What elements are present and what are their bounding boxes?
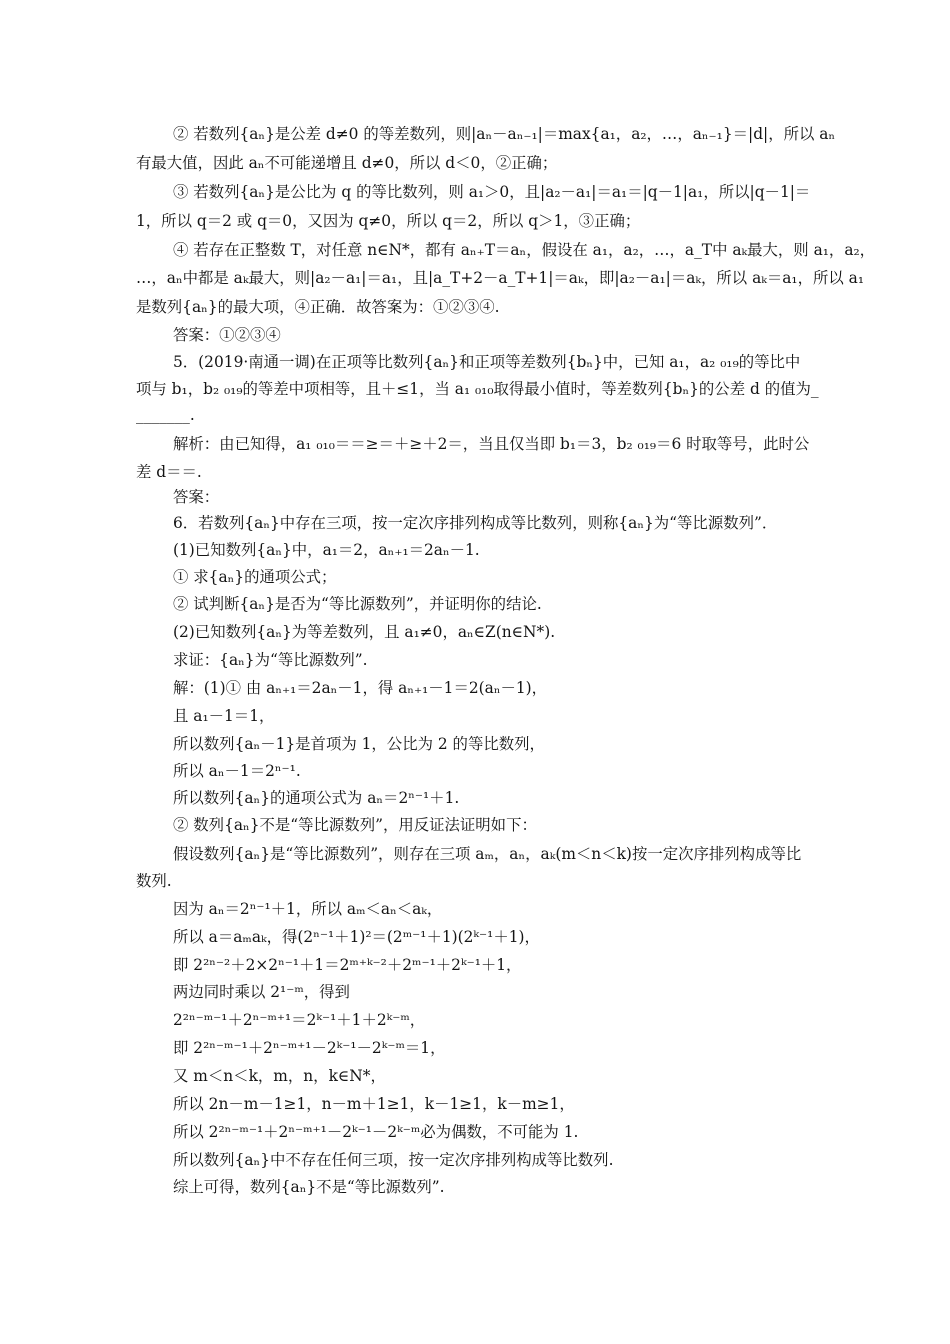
text-line: 所以数列{aₙ}中不存在任何三项，按一定次序排列构成等比数列.: [173, 1151, 614, 1169]
text-line: 解：(1)① 由 aₙ₊₁＝2aₙ－1，得 aₙ₊₁－1＝2(aₙ－1)，: [173, 679, 548, 697]
text-line: ④ 若存在正整数 T，对任意 n∈N*，都有 aₙ₊T＝aₙ，假设在 a₁，a₂，…，a_T中 aₖ最大，则 a₁，a₂，: [173, 241, 876, 259]
text-line: (2)已知数列{aₙ}为等差数列，且 a₁≠0，aₙ∈Z(n∈N*).: [173, 623, 556, 641]
text-line: 即 2²ⁿ⁻²＋2×2ⁿ⁻¹＋1＝2ᵐ⁺ᵏ⁻²＋2ᵐ⁻¹＋2ᵏ⁻¹＋1，: [173, 956, 522, 974]
text-line: 两边同时乘以 2¹⁻ᵐ，得到: [173, 983, 350, 1001]
text-line: 2²ⁿ⁻ᵐ⁻¹＋2ⁿ⁻ᵐ⁺¹＝2ᵏ⁻¹＋1＋2ᵏ⁻ᵐ，: [173, 1011, 426, 1029]
text-line: (1)已知数列{aₙ}中，a₁＝2，aₙ₊₁＝2aₙ－1.: [173, 541, 480, 559]
text-line: 所以数列{aₙ}的通项公式为 aₙ＝2ⁿ⁻¹＋1.: [173, 789, 460, 807]
text-line: 且 a₁－1＝1，: [173, 707, 275, 725]
text-line: 答案：①②③④: [173, 326, 281, 344]
text-line: 即 2²ⁿ⁻ᵐ⁻¹＋2ⁿ⁻ᵐ⁺¹－2ᵏ⁻¹－2ᵏ⁻ᵐ＝1，: [173, 1039, 446, 1057]
text-line: 所以 2n－m－1≥1，n－m＋1≥1，k－1≥1，k－m≥1，: [173, 1095, 575, 1113]
text-line: 答案：: [173, 488, 220, 506]
text-line: 因为 aₙ＝2ⁿ⁻¹＋1，所以 aₘ＜aₙ＜aₖ，: [173, 900, 443, 918]
text-line: 解析：由已知得，a₁ ₀₁₀＝＝≥＝＋≥＋2＝，当且仅当即 b₁＝3，b₂ ₀₁₉＝6 时取等号，此时公: [173, 435, 810, 453]
text-line: 综上可得，数列{aₙ}不是“等比源数列”.: [173, 1178, 445, 1196]
text-line: 所以 aₙ－1＝2ⁿ⁻¹.: [173, 762, 301, 780]
text-line: ② 若数列{aₙ}是公差 d≠0 的等差数列，则|aₙ－aₙ₋₁|＝max{a₁，a₂，…，aₙ₋₁}＝|d|，所以 aₙ: [173, 125, 836, 143]
text-line: _______.: [136, 406, 195, 424]
text-line: ② 数列{aₙ}不是“等比源数列”，用反证法证明如下：: [173, 816, 537, 834]
text-line: 是数列{aₙ}的最大项，④正确．故答案为：①②③④.: [136, 298, 500, 316]
text-line: 所以 2²ⁿ⁻ᵐ⁻¹＋2ⁿ⁻ᵐ⁺¹－2ᵏ⁻¹－2ᵏ⁻ᵐ必为偶数，不可能为 1.: [173, 1123, 579, 1141]
text-line: 所以数列{aₙ－1}是首项为 1，公比为 2 的等比数列，: [173, 735, 545, 753]
text-line: 又 m＜n＜k，m，n，k∈N*，: [173, 1067, 386, 1085]
text-line: 项与 b₁，b₂ ₀₁₉的等差中项相等，且＋≤1，当 a₁ ₀₁₀取得最小值时，等差数列{bₙ}的公差 d 的值为_: [136, 380, 819, 398]
text-line: ① 求{aₙ}的通项公式；: [173, 568, 337, 586]
text-line: 所以 a＝aₘaₖ，得(2ⁿ⁻¹＋1)²＝(2ᵐ⁻¹＋1)(2ᵏ⁻¹＋1)，: [173, 928, 540, 946]
text-line: 假设数列{aₙ}是“等比源数列”，则存在三项 aₘ，aₙ，aₖ(m＜n＜k)按一定次序排列构成等比: [173, 845, 802, 863]
text-line: 求证：{aₙ}为“等比源数列”.: [173, 651, 368, 669]
text-line: 有最大值，因此 aₙ不可能递增且 d≠0，所以 d＜0，②正确；: [136, 154, 558, 172]
text-line: 数列.: [136, 872, 172, 890]
text-line: 1，所以 q＝2 或 q＝0，又因为 q≠0，所以 q＝2，所以 q＞1，③正确；: [136, 212, 641, 230]
text-line: …，aₙ中都是 aₖ最大，则|a₂－a₁|＝a₁，且|a_T+2－a_T+1|＝aₖ，即|a₂－a₁|＝aₖ，所以 aₖ＝a₁，所以 a₁: [136, 269, 865, 287]
text-line: 5．(2019·南通一调)在正项等比数列{aₙ}和正项等差数列{bₙ}中，已知 a₁，a₂ ₀₁₉的等比中: [173, 353, 801, 371]
text-line: ② 试判断{aₙ}是否为“等比源数列”，并证明你的结论.: [173, 595, 542, 613]
text-line: 差 d＝＝.: [136, 463, 202, 481]
text-line: 6．若数列{aₙ}中存在三项，按一定次序排列构成等比数列，则称{aₙ}为“等比源数列”．: [173, 514, 778, 532]
text-line: ③ 若数列{aₙ}是公比为 q 的等比数列，则 a₁＞0，且|a₂－a₁|＝a₁＝|q－1|a₁，所以|q－1|＝: [173, 183, 811, 201]
